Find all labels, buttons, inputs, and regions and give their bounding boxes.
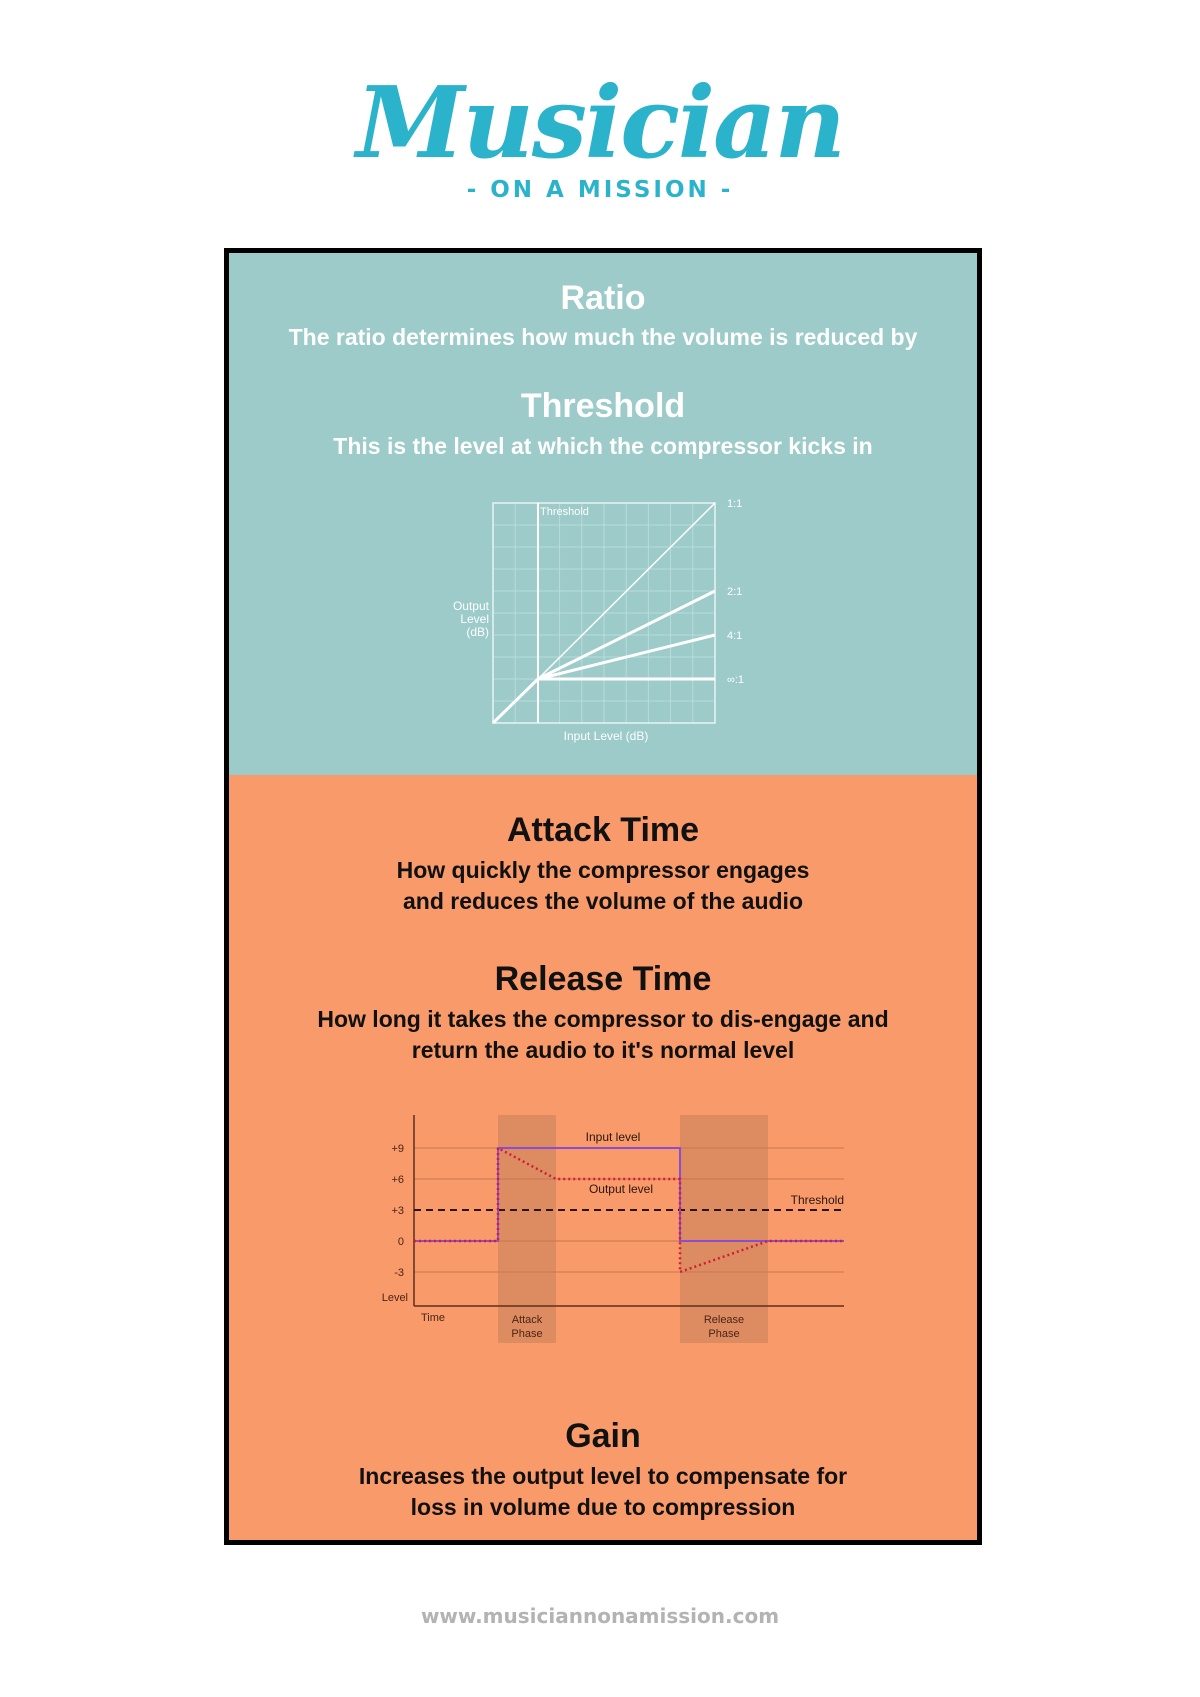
ratio-y-label-line-2: Level — [460, 612, 489, 626]
release-title: Release Time — [494, 960, 712, 998]
y-tick-plus6: +6 — [391, 1174, 404, 1186]
infographic-frame — [224, 248, 982, 1545]
input-level-label: Input level — [585, 1130, 641, 1144]
envelope-diagram — [229, 1115, 982, 1415]
y-tick-plus3: +3 — [391, 1205, 404, 1217]
ratio-diagram — [229, 253, 982, 775]
attack-phase-label-line-2: Phase — [511, 1328, 543, 1340]
threshold-label: Threshold — [790, 1193, 844, 1207]
release-phase-label-line-2: Phase — [708, 1328, 740, 1340]
gain-title: Gain — [565, 1417, 641, 1455]
envelope-y-label: Level — [381, 1292, 408, 1304]
y-tick-plus9: +9 — [391, 1143, 404, 1155]
ratio-threshold-label: Threshold — [540, 506, 589, 518]
ratio-y-label-line-3: (dB) — [466, 625, 489, 639]
ratio-threshold-section — [229, 253, 977, 775]
attack-description-line-1: How quickly the compressor engages — [396, 857, 810, 883]
logo-tagline: - ON A MISSION - — [466, 177, 734, 203]
ratio-curve-label-4: ∞:1 — [727, 674, 745, 686]
attack-phase-band — [498, 1115, 556, 1343]
threshold-description: This is the level at which the compressor kicks in — [333, 433, 873, 459]
release-description-line-2: return the audio to it's normal level — [411, 1037, 795, 1063]
logo-wordmark: Musician — [356, 66, 844, 181]
ratio-description: The ratio determines how much the volume is reduced by — [288, 324, 918, 350]
logo — [0, 66, 1200, 203]
ratio-curves — [538, 498, 744, 686]
attack-description-line-2: and reduces the volume of the audio — [402, 888, 803, 914]
y-tick-zero: 0 — [397, 1236, 404, 1248]
ratio-curve-label-3: 4:1 — [727, 630, 743, 642]
release-phase-band — [680, 1115, 768, 1343]
threshold-title: Threshold — [520, 387, 686, 425]
envelope-x-label: Time — [421, 1312, 446, 1324]
release-description-line-1: How long it takes the compressor to dis-engage and — [317, 1006, 889, 1032]
release-phase-label-line-1: Release — [703, 1314, 745, 1326]
output-level-label: Output level — [588, 1182, 654, 1196]
y-tick-minus3: -3 — [394, 1267, 404, 1279]
ratio-title: Ratio — [560, 279, 646, 317]
attack-release-gain-section — [229, 775, 977, 1540]
ratio-curve-label-1: 1:1 — [727, 498, 743, 510]
gain-description-line-2: loss in volume due to compression — [410, 1494, 796, 1520]
ratio-curve-label-2: 2:1 — [727, 586, 743, 598]
attack-title: Attack Time — [506, 811, 700, 849]
attack-phase-label-line-1: Attack — [511, 1314, 543, 1326]
ratio-x-label: Input Level (dB) — [563, 729, 649, 743]
footer-website[interactable]: www.musiciannonamission.com — [420, 1604, 780, 1628]
gain-description-line-1: Increases the output level to compensate for — [358, 1463, 848, 1489]
ratio-y-label-line-1: Output — [452, 599, 489, 613]
